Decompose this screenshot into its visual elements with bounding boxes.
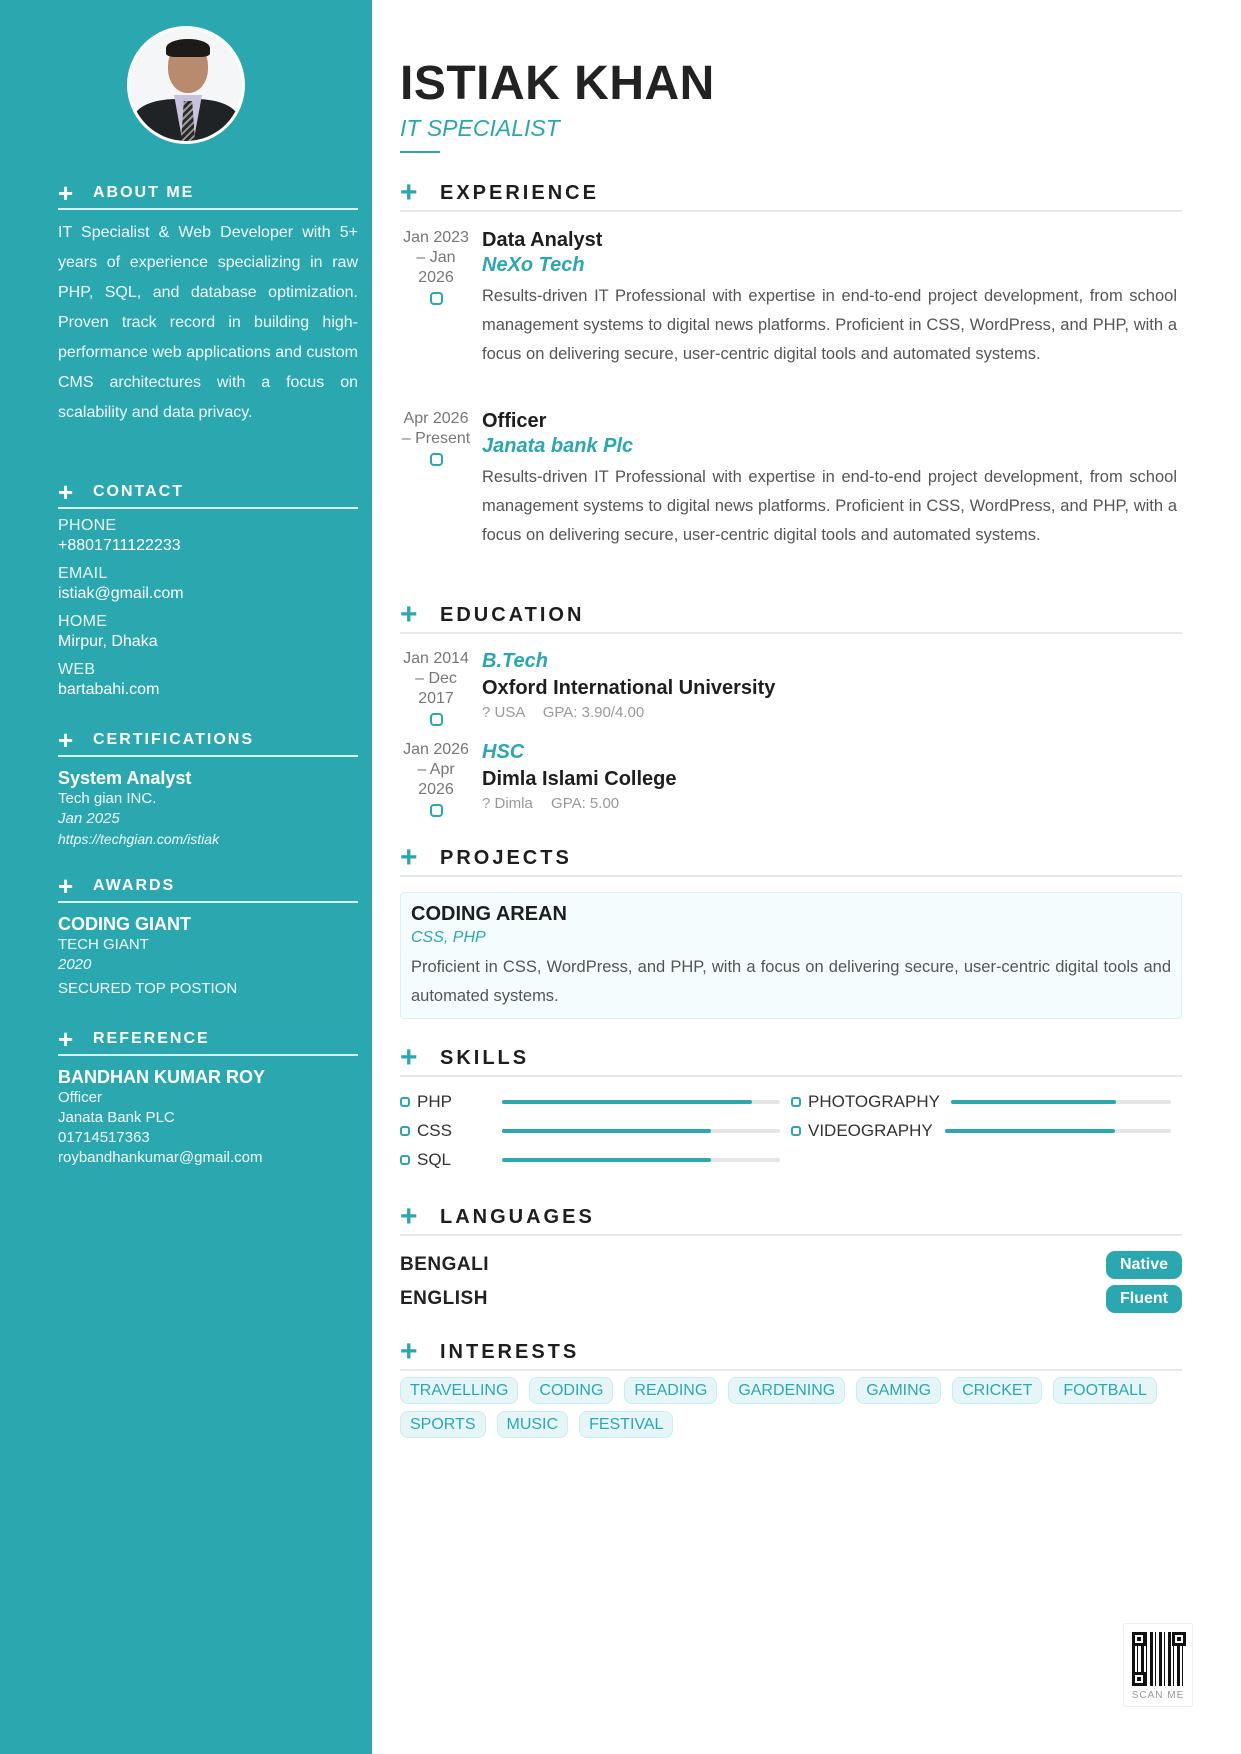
interests-heading [400, 1335, 1182, 1371]
bullet-icon [791, 1097, 801, 1107]
qr-finder [1172, 1632, 1186, 1646]
section-title: INTERESTS [440, 1340, 580, 1363]
bullet-icon [400, 1097, 410, 1107]
award-description: SECURED TOP POSTION [58, 980, 238, 997]
date-start: Jan 2023 [403, 229, 469, 246]
language-item [400, 1251, 1182, 1279]
plus-icon: + [58, 871, 74, 901]
skill-bar-fill [951, 1100, 1116, 1104]
contact-label: EMAIL [58, 565, 108, 582]
skill-item [400, 1119, 780, 1143]
certification-item [58, 767, 358, 849]
skill-item [791, 1119, 1171, 1143]
language-level-badge: Fluent [1106, 1285, 1182, 1313]
date-start: Apr 2026 [403, 410, 469, 427]
interests-list [400, 1377, 1182, 1438]
title-divider [400, 151, 440, 153]
company-name: NeXo Tech [482, 254, 585, 276]
plus-icon: + [400, 176, 418, 209]
date-end: 2026 [418, 781, 454, 798]
plus-icon: + [400, 841, 418, 874]
plus-icon: + [58, 1024, 74, 1054]
interest-chip: SPORTS [400, 1411, 486, 1438]
job-role: Data Analyst [482, 229, 603, 251]
date-separator: – Apr [417, 761, 455, 778]
section-title: ABOUT ME [93, 184, 195, 201]
qr-label: SCAN ME [1131, 1690, 1185, 1701]
skill-bar-fill [502, 1129, 711, 1133]
gpa-value: GPA: 5.00 [551, 795, 620, 812]
phone-value[interactable]: +8801711122233 [58, 537, 181, 554]
about-text: IT Specialist & Web Developer with 5+ years of experience specializing in raw PHP, SQL, and database optimization. Proven track record in building high-performance web applications and custom CMS architectures with a focus on scalability and data privacy. [58, 224, 358, 421]
reference-email[interactable]: roybandhankumar@gmail.com [58, 1149, 263, 1166]
section-title: LANGUAGES [440, 1205, 595, 1228]
candidate-title: IT SPECIALIST [400, 115, 560, 141]
interest-chip: CRICKET [952, 1377, 1042, 1404]
award-year: 2020 [58, 956, 92, 973]
contact-label: WEB [58, 661, 96, 678]
date-separator: – Dec [415, 670, 457, 687]
job-role: Officer [482, 410, 547, 432]
section-title: AWARDS [93, 877, 176, 894]
sidebar [0, 0, 372, 1754]
certification-issuer: Tech gian INC. [58, 790, 157, 807]
school-name: Oxford International University [482, 677, 776, 699]
skill-bar [502, 1158, 780, 1162]
certifications-heading [58, 725, 358, 757]
experience-heading [400, 176, 1182, 212]
project-tech: CSS, PHP [411, 929, 486, 946]
reference-name: BANDHAN KUMAR ROY [58, 1067, 265, 1087]
skill-name: PHOTOGRAPHY [808, 1092, 940, 1111]
bullet-icon [400, 1126, 410, 1136]
gpa-value: GPA: 3.90/4.00 [542, 704, 645, 721]
awards-section [58, 871, 358, 999]
contact-label: PHONE [58, 517, 117, 534]
plus-icon: + [58, 477, 74, 507]
contact-label: HOME [58, 613, 108, 630]
reference-phone[interactable]: 01714517363 [58, 1129, 150, 1146]
date-separator: – Present [401, 430, 471, 447]
interest-chip: GAMING [856, 1377, 941, 1404]
web-link[interactable]: bartabahi.com [58, 681, 160, 698]
award-item [58, 913, 358, 999]
experience-date [400, 228, 472, 311]
contact-heading [58, 477, 358, 509]
section-title: REFERENCE [93, 1030, 210, 1047]
skill-bar [945, 1129, 1171, 1133]
education-meta [482, 794, 1177, 814]
bullet-icon [400, 1155, 410, 1165]
photo-hair [166, 39, 210, 57]
timeline-dot-icon [430, 453, 443, 466]
language-item [400, 1285, 1182, 1313]
award-issuer: TECH GIANT [58, 936, 149, 953]
languages-heading [400, 1200, 1182, 1236]
reference-heading [58, 1024, 358, 1056]
plus-icon: + [400, 598, 418, 631]
skill-item [400, 1090, 780, 1114]
skills-heading [400, 1041, 1182, 1077]
section-title: PROJECTS [440, 846, 572, 869]
skill-bar [951, 1100, 1171, 1104]
education-heading [400, 598, 1182, 634]
skill-bar [502, 1100, 780, 1104]
timeline-dot-icon [430, 292, 443, 305]
contact-phone [58, 517, 358, 557]
language-name: ENGLISH [400, 1288, 488, 1309]
date-end: 2026 [418, 269, 454, 286]
education-body [482, 740, 1177, 814]
skill-item [400, 1148, 780, 1172]
plus-icon: + [400, 1200, 418, 1233]
about-heading [58, 178, 358, 210]
interest-chip: TRAVELLING [400, 1377, 518, 1404]
section-title: CERTIFICATIONS [93, 731, 255, 748]
award-name: CODING GIANT [58, 914, 191, 934]
plus-icon: + [58, 178, 74, 208]
qr-finder [1132, 1672, 1146, 1686]
skill-bar-fill [945, 1129, 1115, 1133]
interest-chip: READING [624, 1377, 717, 1404]
qr-code-icon [1132, 1632, 1186, 1686]
section-title: EDUCATION [440, 603, 585, 626]
project-description: Proficient in CSS, WordPress, and PHP, with a focus on delivering secure, user-centric digital tools and automated systems. [411, 958, 1171, 1005]
skill-item [791, 1090, 1171, 1114]
date-start: Jan 2014 [403, 650, 469, 667]
degree-name: B.Tech [482, 650, 548, 672]
certifications-section [58, 725, 358, 849]
school-location: ? Dimla [482, 795, 533, 812]
experience-date [400, 409, 472, 472]
qr-code-box[interactable] [1123, 1623, 1193, 1707]
contact-home [58, 613, 358, 653]
date-start: Jan 2026 [403, 741, 469, 758]
interest-chip: FESTIVAL [579, 1411, 673, 1438]
job-description: Results-driven IT Professional with expertise in end-to-end project development, from school management systems to digital news platforms. Proficient in CSS, WordPress, and PHP, with a focus on delivering secure, user-centric digital tools and automated systems. [482, 287, 1177, 363]
school-location: ? USA [482, 704, 525, 721]
project-name: CODING AREAN [411, 903, 567, 925]
candidate-name: ISTIAK KHAN [400, 57, 715, 110]
date-separator: – Jan [416, 249, 456, 266]
interest-chip: FOOTBALL [1053, 1377, 1157, 1404]
school-name: Dimla Islami College [482, 768, 677, 790]
reference-section [58, 1024, 358, 1168]
skill-name: SQL [417, 1150, 452, 1169]
plus-icon: + [400, 1335, 418, 1368]
reference-item [58, 1066, 358, 1168]
skill-bar-fill [502, 1100, 752, 1104]
reference-company: Janata Bank PLC [58, 1109, 175, 1126]
experience-body [482, 228, 1177, 369]
skill-bar-fill [502, 1158, 711, 1162]
awards-heading [58, 871, 358, 903]
profile-photo [127, 26, 245, 144]
contact-section [58, 477, 358, 701]
experience-body [482, 409, 1177, 550]
degree-name: HSC [482, 741, 525, 763]
education-date [400, 740, 472, 823]
section-title: EXPERIENCE [440, 181, 599, 204]
education-body [482, 649, 1177, 723]
skill-name: PHP [417, 1092, 452, 1111]
email-value[interactable]: istiak@gmail.com [58, 585, 184, 602]
qr-finder [1132, 1632, 1146, 1646]
project-card [400, 892, 1182, 1019]
projects-heading [400, 841, 1182, 877]
contact-email [58, 565, 358, 605]
home-value: Mirpur, Dhaka [58, 633, 158, 650]
skill-name: VIDEOGRAPHY [808, 1121, 933, 1140]
reference-position: Officer [58, 1089, 102, 1106]
language-name: BENGALI [400, 1254, 489, 1275]
interest-chip: GARDENING [728, 1377, 845, 1404]
contact-web [58, 661, 358, 701]
interest-chip: MUSIC [497, 1411, 569, 1438]
certification-name: System Analyst [58, 768, 192, 788]
education-date [400, 649, 472, 732]
certification-link[interactable]: https://techgian.com/istiak [58, 831, 220, 847]
interest-chip: CODING [529, 1377, 613, 1404]
education-meta [482, 703, 1177, 723]
plus-icon: + [58, 725, 74, 755]
bullet-icon [791, 1126, 801, 1136]
plus-icon: + [400, 1041, 418, 1074]
company-name: Janata bank Plc [482, 435, 634, 457]
timeline-dot-icon [430, 713, 443, 726]
skill-bar [502, 1129, 780, 1133]
about-section [58, 178, 358, 428]
skill-name: CSS [417, 1121, 452, 1140]
timeline-dot-icon [430, 804, 443, 817]
language-level-badge: Native [1106, 1251, 1182, 1279]
section-title: SKILLS [440, 1046, 530, 1069]
job-description: Results-driven IT Professional with expertise in end-to-end project development, from school management systems to digital news platforms. Proficient in CSS, WordPress, and PHP, with a focus on delivering secure, user-centric digital tools and automated systems. [482, 468, 1177, 544]
certification-date: Jan 2025 [58, 810, 120, 827]
section-title: CONTACT [93, 483, 185, 500]
date-end: 2017 [418, 690, 454, 707]
